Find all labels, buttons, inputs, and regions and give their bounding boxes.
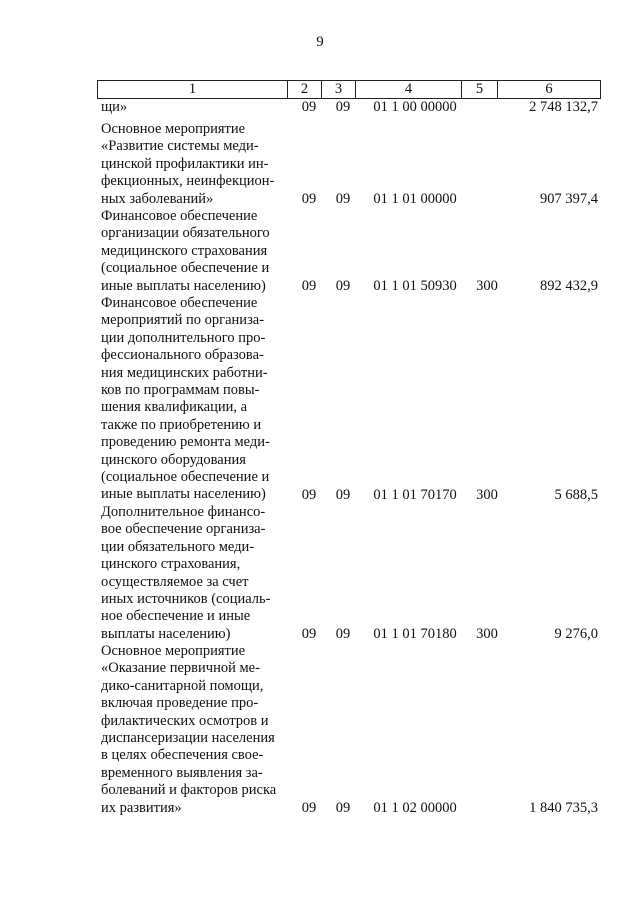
- row-name: Финансовое обеспечение организации обязательного медицинского страхования (социальное обеспечение и иные выплаты населению): [101, 208, 270, 294]
- row-code-section: 09: [301, 191, 317, 207]
- column-header-3: 3: [322, 81, 356, 99]
- column-header-6: 6: [498, 81, 601, 99]
- row-target-code: 01 1 02 00000: [373, 800, 457, 816]
- row-name: Основное мероприятие «Развитие системы меди- цинской профилактики ин- фекционных, неинфекцион- ных заболеваний»: [101, 121, 275, 207]
- row-target-code: 01 1 00 00000: [373, 99, 457, 115]
- row-amount: 5 688,5: [554, 487, 598, 503]
- row-amount: 1 840 735,3: [529, 800, 598, 816]
- row-code-subsection: 09: [335, 191, 351, 207]
- row-code-section: 09: [301, 99, 317, 115]
- row-code-section: 09: [301, 626, 317, 642]
- column-header-1: 1: [98, 81, 288, 99]
- column-header-table: [97, 80, 601, 99]
- row-code-section: 09: [301, 800, 317, 816]
- page-number: 9: [316, 34, 324, 50]
- row-expense-type: 300: [476, 626, 498, 642]
- row-target-code: 01 1 01 70180: [373, 626, 457, 642]
- row-code-section: 09: [301, 278, 317, 294]
- row-expense-type: 300: [476, 278, 498, 294]
- row-code-subsection: 09: [335, 626, 351, 642]
- row-code-subsection: 09: [335, 278, 351, 294]
- row-target-code: 01 1 01 70170: [373, 487, 457, 503]
- row-name: Основное мероприятие «Оказание первичной ме- дико-санитарной помощи, включая проведение про- филактических осмотров и диспансеризации населения в целях обеспечения свое- временного выявления за- болеваний и факторов риска их развития»: [101, 643, 277, 816]
- row-amount: 892 432,9: [540, 278, 598, 294]
- row-code-subsection: 09: [335, 99, 351, 115]
- row-code-subsection: 09: [335, 800, 351, 816]
- row-expense-type: 300: [476, 487, 498, 503]
- row-code-section: 09: [301, 487, 317, 503]
- row-target-code: 01 1 01 00000: [373, 191, 457, 207]
- row-target-code: 01 1 01 50930: [373, 278, 457, 294]
- row-amount: 9 276,0: [554, 626, 598, 642]
- row-amount: 907 397,4: [540, 191, 598, 207]
- column-header-5: 5: [462, 81, 498, 99]
- row-name: щи»: [101, 99, 128, 115]
- column-header-2: 2: [288, 81, 322, 99]
- row-amount: 2 748 132,7: [529, 99, 598, 115]
- column-header-row: [98, 81, 601, 99]
- row-name: Финансовое обеспечение мероприятий по организа- ции дополнительного про- фессионального образова- ния медицинских работни- ков по программам повы- шения квалификации, а также по приобретению и проведению ремонта меди- цинского оборудования (социальное обеспечение и иные выплаты населению): [101, 295, 270, 503]
- row-code-subsection: 09: [335, 487, 351, 503]
- column-header-4: 4: [356, 81, 462, 99]
- row-name: Дополнительное финансо- вое обеспечение организа- ции обязательного меди- цинского страхования, осуществляемое за счет иных источников (социаль- ное обеспечение и иные выплаты населению): [101, 504, 271, 642]
